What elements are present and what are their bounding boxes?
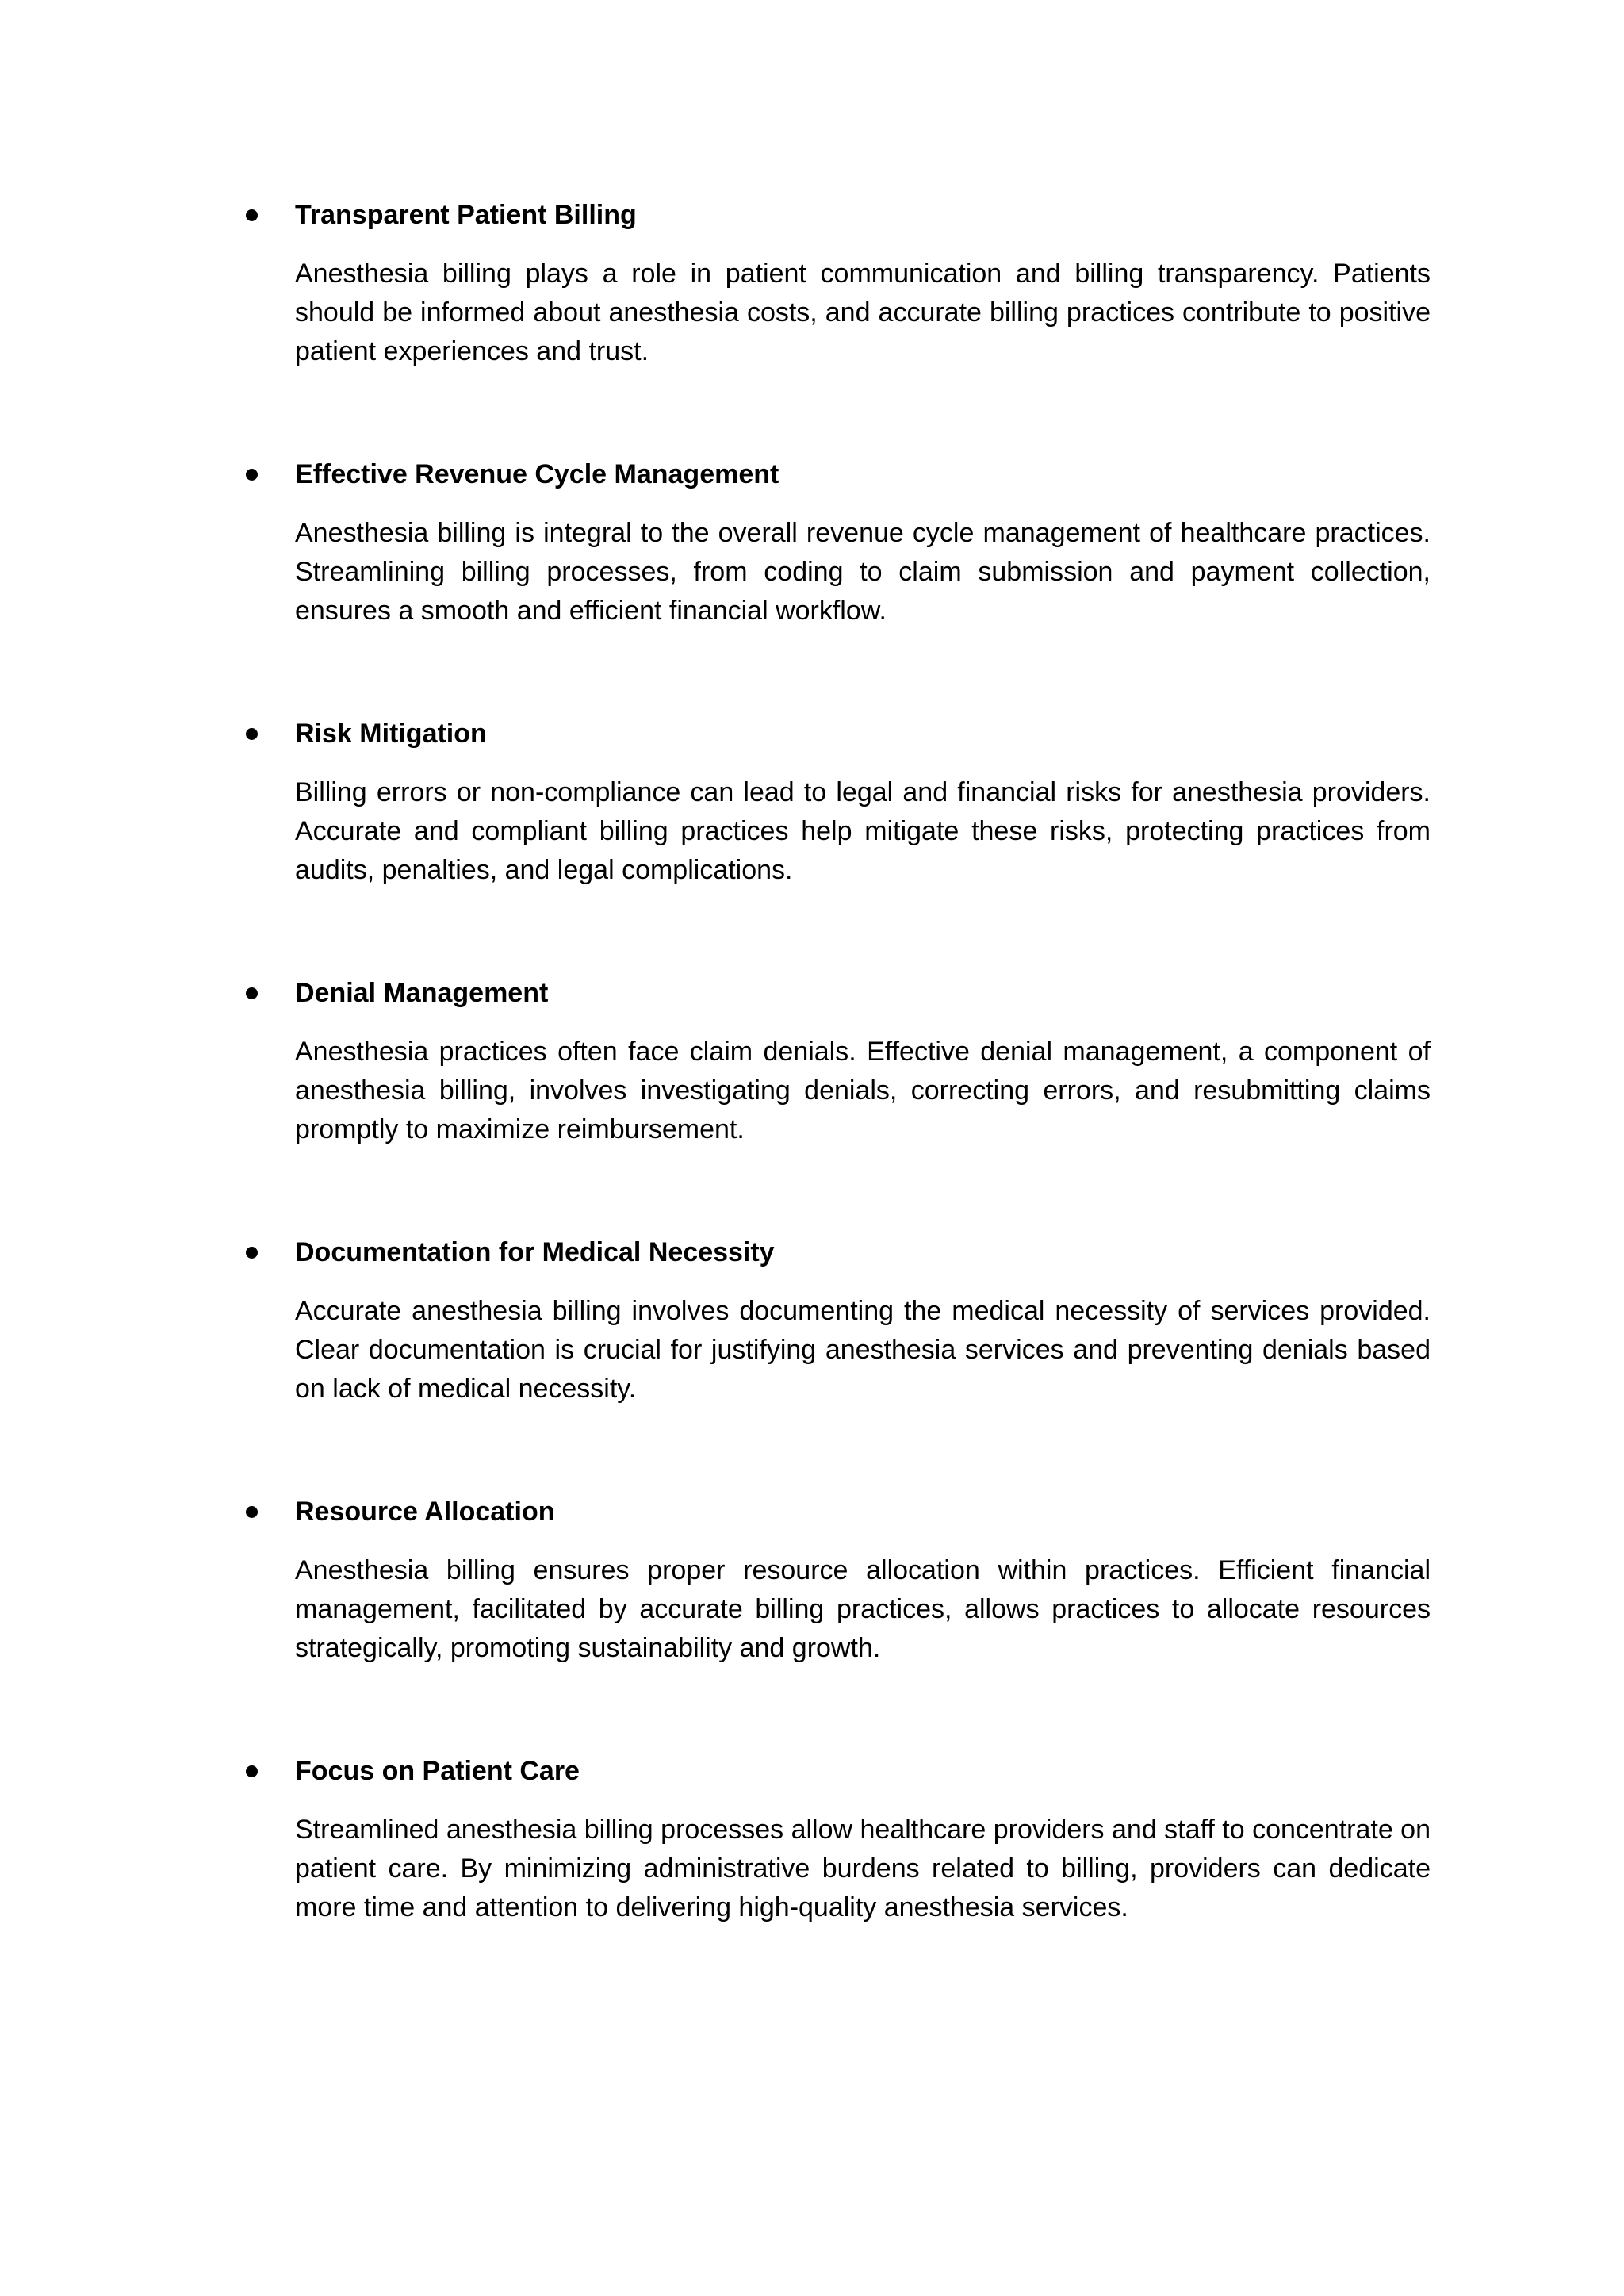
list-item	[0, 1493, 1624, 1753]
bullet-icon	[246, 1506, 258, 1518]
section-body: Streamlined anesthesia billing processes allow healthcare providers and staff to concentrate on patient care. By minimizing administrative burdens related to billing, providers can dedicate more time and attention to delivering high-quality anesthesia services.	[295, 1815, 1431, 1922]
bullet-list	[0, 197, 1624, 2012]
section-heading: Documentation for Medical Necessity	[295, 1237, 775, 1267]
list-item	[0, 197, 1624, 456]
section-body: Accurate anesthesia billing involves documenting the medical necessity of services provided. Clear documentation is crucial for justifying anesthesia services and preventing denials based on lack of medical necessity.	[295, 1296, 1431, 1404]
bullet-icon	[246, 728, 258, 740]
section-body: Anesthesia billing plays a role in patient communication and billing transparency. Patients should be informed about anesthesia costs, and accurate billing practices contribute to positive patient experiences and trust.	[295, 259, 1431, 366]
list-item	[0, 1234, 1624, 1493]
section-body: Anesthesia practices often face claim denials. Effective denial management, a component of anesthesia billing, involves investigating denials, correcting errors, and resubmitting claims promptly to maximize reimbursement.	[295, 1037, 1431, 1144]
bullet-icon	[246, 1765, 258, 1777]
section-body: Anesthesia billing ensures proper resource allocation within practices. Efficient financial management, facilitated by accurate billing practices, allows practices to allocate resources strategically, promoting sustainability and growth.	[295, 1555, 1431, 1663]
section-heading: Focus on Patient Care	[295, 1756, 580, 1786]
section-heading: Effective Revenue Cycle Management	[295, 459, 779, 489]
bullet-icon	[246, 1247, 258, 1259]
section-body: Billing errors or non-compliance can lead to legal and financial risks for anesthesia providers. Accurate and compliant billing practices help mitigate these risks, protecting practices from audits, penalties, and legal complications.	[295, 777, 1431, 885]
section-heading: Risk Mitigation	[295, 719, 487, 749]
list-item	[0, 715, 1624, 975]
list-item	[0, 975, 1624, 1234]
section-heading: Resource Allocation	[295, 1497, 555, 1527]
section-heading: Denial Management	[295, 978, 549, 1008]
bullet-icon	[246, 987, 258, 999]
list-item	[0, 456, 1624, 715]
section-body: Anesthesia billing is integral to the overall revenue cycle management of healthcare practices. Streamlining billing processes, from coding to claim submission and payment collection, ensures a smooth and efficient financial workflow.	[295, 518, 1431, 626]
bullet-icon	[246, 209, 258, 221]
list-item	[0, 1753, 1624, 2012]
section-heading: Transparent Patient Billing	[295, 200, 637, 230]
bullet-icon	[246, 469, 258, 481]
